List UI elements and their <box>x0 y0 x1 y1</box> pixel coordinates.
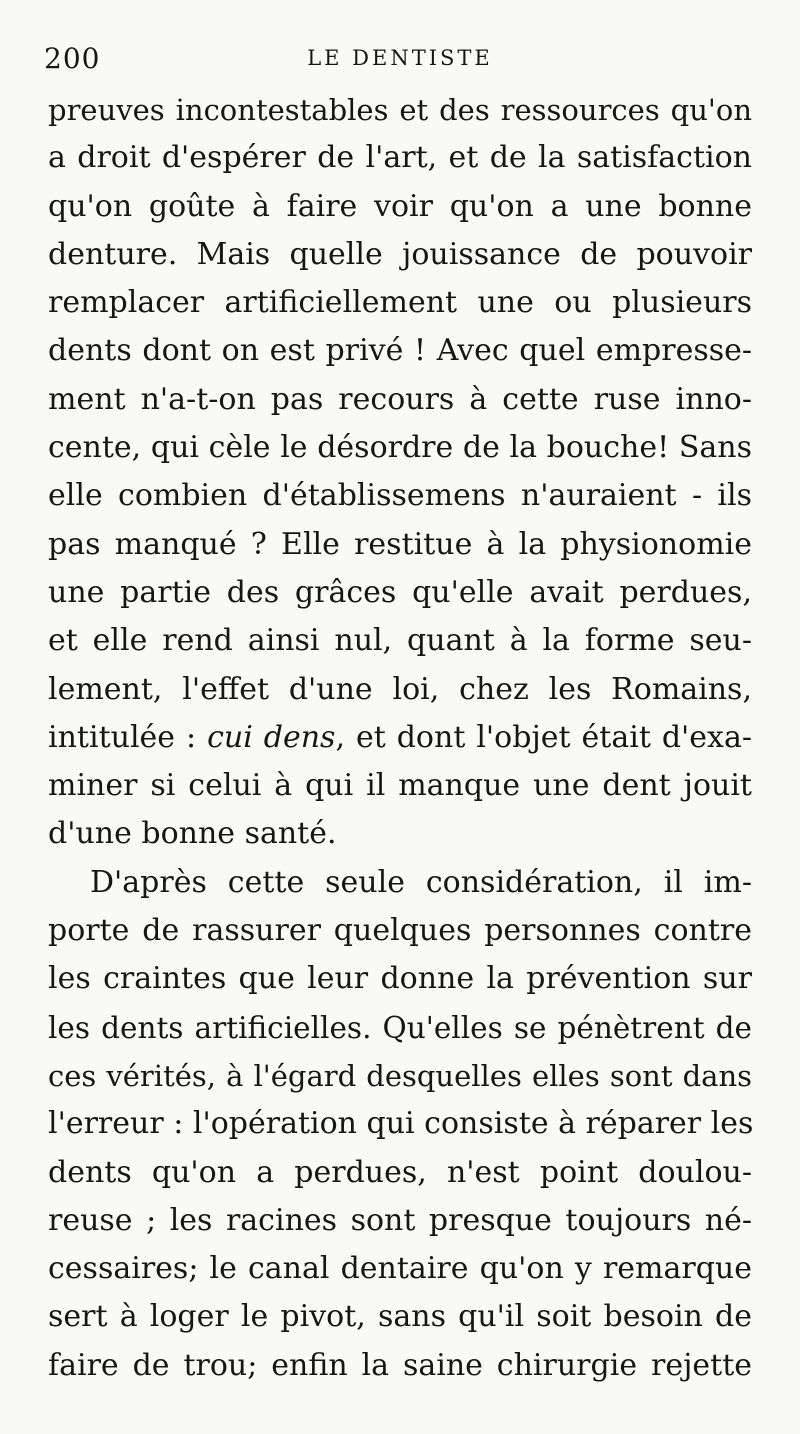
text-line: ces vérités, à l'égard desquelles elles sont dans <box>48 1058 752 1093</box>
text-line: cessaires; le canal dentaire qu'on y remarque <box>48 1251 752 1287</box>
text-line: les dents artificielles. Qu'elles se pénètrent de <box>48 1010 752 1045</box>
body-text <box>48 86 752 1390</box>
text-line: ment n'a-t-on pas recours à cette ruse inno- <box>48 381 752 417</box>
page-number: 200 <box>44 42 101 75</box>
text-line: qu'on goûte à faire voir qu'on a une bonne <box>48 188 752 224</box>
text-line: et elle rend ainsi nul, quant à la forme seu- <box>48 623 752 659</box>
text-line: a droit d'espérer de l'art, et de la satisfaction <box>48 140 752 176</box>
text-line: lement, l'effet d'une loi, chez les Romains, <box>48 671 752 707</box>
text-line: pas manqué ? Elle restitue à la physionomie <box>48 526 752 562</box>
paragraph-last-line: d'une bonne santé. <box>48 816 337 852</box>
text-line-with-italic <box>48 714 752 762</box>
text-line: reuse ; les racines sont presque toujours né- <box>48 1202 752 1238</box>
text-line: l'erreur : l'opération qui consiste à réparer les <box>48 1106 754 1142</box>
paragraph-first-line: D'après cette seule considération, il im- <box>90 864 752 900</box>
text-line: remplacer artificiellement une ou plusieurs <box>48 285 752 321</box>
text-line: faire de trou; enfin la saine chirurgie rejette <box>48 1347 752 1383</box>
text-line: dents dont on est privé ! Avec quel empresse- <box>48 333 752 369</box>
text-line: miner si celui à qui il manque une dent jouit <box>48 768 752 804</box>
line-segment: intitulée : <box>48 719 208 755</box>
text-line: les craintes que leur donne la prévention sur <box>48 961 752 997</box>
text-line: elle combien d'établissemens n'auraient - ils <box>48 478 752 514</box>
text-line: sert à loger le pivot, sans qu'il soit besoin de <box>48 1299 752 1335</box>
text-line: denture. Mais quelle jouissance de pouvoir <box>48 236 752 272</box>
text-line: dents qu'on a perdues, n'est point doulou- <box>48 1154 752 1190</box>
text-line: cente, qui cèle le désordre de la bouche! Sans <box>48 430 752 466</box>
running-title: LE DENTISTE <box>307 46 493 70</box>
text-line: porte de rassurer quelques personnes contre <box>48 913 752 949</box>
text-line: une partie des grâces qu'elle avait perdues, <box>48 574 752 610</box>
italic-phrase: cui dens <box>207 719 336 755</box>
running-head <box>44 36 756 76</box>
line-segment: , et dont l'objet était d'exa- <box>335 719 752 755</box>
text-line: preuves incontestables et des ressources qu'on <box>48 93 752 127</box>
